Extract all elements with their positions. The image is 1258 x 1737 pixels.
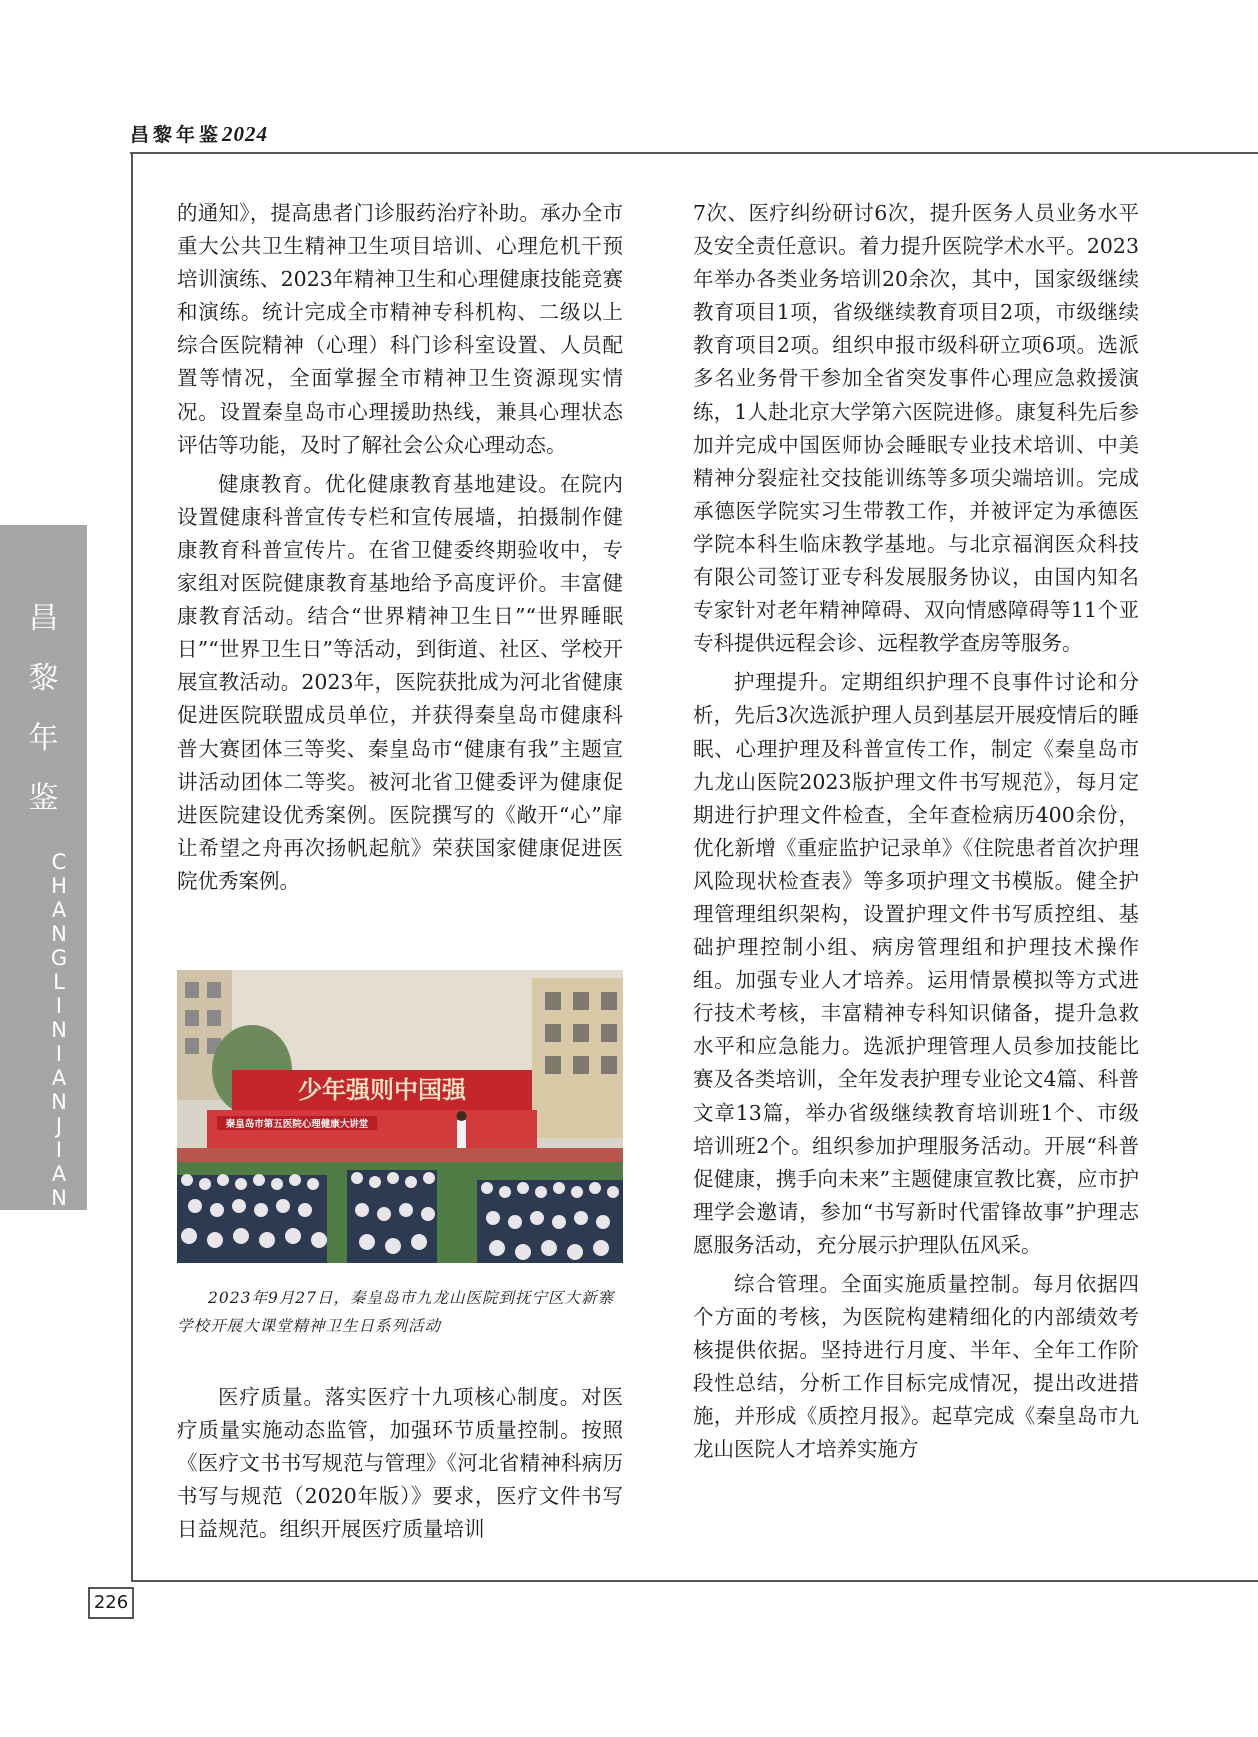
left-column-bottom	[177, 1381, 623, 1546]
left-paragraph-1: 的通知》，提高患者门诊服药治疗补助。承办全市重大公共卫生精神卫生项目培训、心理危机干预培训演练、2023年精神卫生和心理健康技能竞赛和演练。统计完成全市精神专科机构、二级以上综合医院精神（心理）科门诊科室设置、人员配置等情况，全面掌握全市精神卫生资源现实情况。设置秦皇岛市心理援助热线，兼具心理状态评估等功能，及时了解社会公众心理动态。	[177, 201, 623, 457]
header-year: 2024	[222, 122, 269, 146]
right-paragraph-1: 7次、医疗纠纷研讨6次，提升医务人员业务水平及安全责任意识。着力提升医院学术水平。2023年举办各类业务培训20余次，其中，国家级继续教育项目1项，省级继续教育项目2项，市级继续教育项目2项。组织申报市级科研立项6项。选派多名业务骨干参加全省突发事件心理应急救援演练，1人赴北京大学第六医院进修。康复科先后参加并完成中国医师协会睡眠专业技术培训、中美精神分裂症社交技能训练等多项尖端培训。完成承德医学院实习生带教工作，并被评定为承德医学院本科生临床教学基地。与北京福润医众科技有限公司签订亚专科发展服务协议，由国内知名专家针对老年精神障碍、双向情感障碍等11个亚专科提供远程会诊、远程教学查房等服务。	[693, 201, 1139, 656]
right-column	[693, 197, 1139, 1467]
running-header	[130, 120, 268, 147]
frame-bottom-rule	[131, 1580, 1258, 1582]
frame-left-rule	[131, 152, 133, 1582]
speaker-figure	[457, 1120, 466, 1148]
left-column-top	[177, 197, 623, 898]
right-paragraph-3: 综合管理。全面实施质量控制。每月依据四个方面的考核，为医院构建精细化的内部绩效考核提供依据。坚持进行月度、半年、全年工作阶段性总结，分析工作目标完成情况，提出改进措施，并形成《质控月报》。起草完成《秦皇岛市九龙山医院人才培养实施方	[693, 1272, 1139, 1462]
photo-caption	[177, 1284, 623, 1340]
event-photo	[177, 970, 623, 1263]
left-paragraph-2: 健康教育。优化健康教育基地建设。在院内设置健康科普宣传专栏和宣传展墙，拍摄制作健康教育科普宣传片。在省卫健委终期验收中，专家组对医院健康教育基地给予高度评价。丰富健康教育活动。结合“世界精神卫生日”“世界睡眠日”“世界卫生日”等活动，到街道、社区、学校开展宣教活动。2023年，医院获批成为河北省健康促进医院联盟成员单位，并获得秦皇岛市健康科普大赛团体三等奖、秦皇岛市“健康有我”主题宣讲活动团体二等奖。被河北省卫健委评为健康促进医院建设优秀案例。医院撰写的《敞开“心”扉 让希望之舟再次扬帆起航》荣获国家健康促进医院优秀案例。	[177, 471, 623, 893]
side-tab-char-4: 鉴	[28, 781, 59, 816]
event-photo-illustration	[177, 970, 623, 1263]
right-paragraph-2: 护理提升。定期组织护理不良事件讨论和分析，先后3次选派护理人员到基层开展疫情后的睡眠、心理护理及科普宣传工作，制定《秦皇岛市九龙山医院2023版护理文件书写规范》，每月定期进行护理文件检查，全年查检病历400余份，优化新增《重症监护记录单》《住院患者首次护理风险现状检查表》等多项护理文书模版。健全护理管理组织架构，设置护理文件书写质控组、基础护理控制小组、病房管理组和护理技术操作组。加强专业人才培养。运用情景模拟等方式进行技术考核，丰富精神专科知识储备，提升急救水平和应急能力。选派护理管理人员参加技能比赛及各类培训，全年发表护理专业论文4篇、科普文章13篇，举办省级继续教育培训班1个、市级培训班2个。组织参加护理服务活动。开展“科普促健康，携手向未来”主题健康宣教比赛，应市护理学会邀请，参加“书写新时代雷锋故事”护理志愿服务活动，充分展示护理队伍风采。	[693, 670, 1139, 1257]
side-tab-char-1: 昌	[28, 601, 59, 636]
audience-crowd	[177, 1170, 623, 1263]
page-number: 226	[88, 1587, 134, 1619]
photo-caption-text: 2023年9月27日，秦皇岛市九龙山医院到抚宁区大新寨学校开展大课堂精神卫生日系列活动	[177, 1289, 615, 1335]
frame-top-rule	[130, 152, 1258, 154]
side-tab-roman: CHANGLINIANJIAN	[47, 850, 71, 1210]
banner-text: 少年强则中国强	[298, 1075, 466, 1104]
side-tab-char-3: 年	[28, 721, 59, 756]
stage-sign-text: 秦皇岛市第五医院心理健康大讲堂	[225, 1119, 369, 1130]
side-tab-char-2: 黎	[28, 661, 59, 696]
header-title: 昌黎年鉴	[130, 124, 223, 146]
left-paragraph-3: 医疗质量。落实医疗十九项核心制度。对医疗质量实施动态监管，加强环节质量控制。按照《医疗文书书写规范与管理》《河北省精神科病历书写与规范（2020年版）》要求，医疗文件书写日益规范。组织开展医疗质量培训	[177, 1385, 623, 1542]
